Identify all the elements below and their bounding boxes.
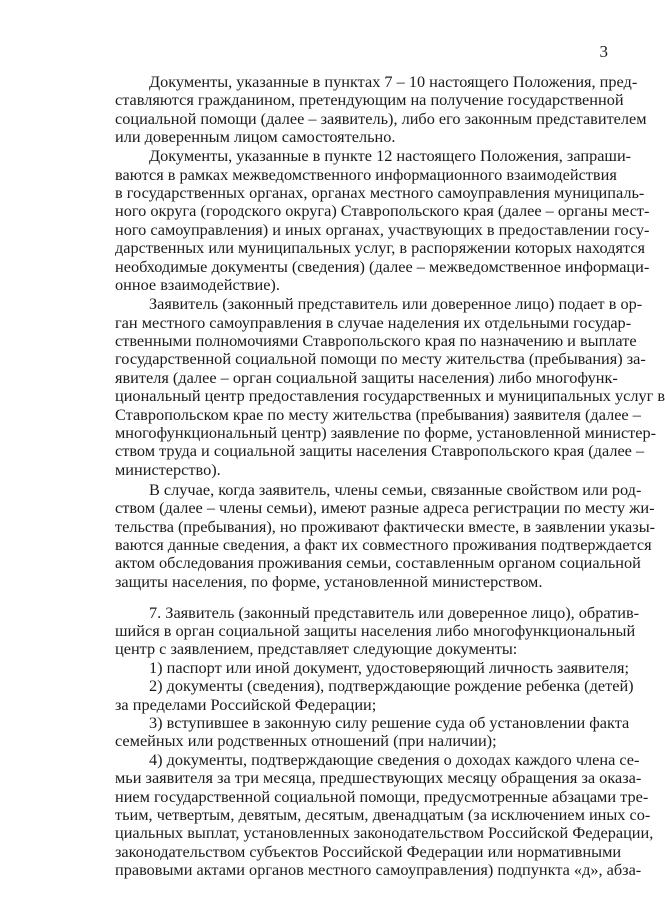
text-line: мьи заявителя за три месяца, предшествующих месяцу обращения за оказа-	[115, 768, 642, 787]
text-line: Заявитель (законный представитель или доверенное лицо) подает в ор-	[149, 294, 643, 313]
text-line: или доверенным лицом самостоятельно.	[115, 127, 396, 146]
page-number: 3	[599, 42, 608, 61]
text-line: онное взаимодействие).	[115, 275, 280, 294]
text-line: государственной социальной помощи по месту жительства (пребывания) за-	[115, 349, 646, 368]
text-line: 3) вступившее в законную силу решение суда об установлении факта	[149, 713, 630, 732]
text-line: семейных или родственных отношений (при наличии);	[115, 731, 497, 750]
text-line: дарственных или муниципальных услуг, в распоряжении которых находятся	[115, 238, 645, 257]
text-line: ваются в рамках межведомственного информационного взаимодействия	[115, 165, 617, 184]
text-line: многофункциональный центр) заявление по форме, установленной министер-	[115, 423, 657, 442]
text-line: Ставропольском крае по месту жительства (пребывания) заявителя (далее –	[115, 405, 641, 424]
text-line: ством (далее – члены семьи), имеют разные адреса регистрации по месту жи-	[115, 498, 655, 517]
text-line: ственными полномочиями Ставропольского края по назначению и выплате	[115, 331, 637, 350]
text-line: тьим, четвертым, девятым, десятым, двенадцатым (за исключением иных со-	[115, 805, 651, 824]
text-line: 7. Заявитель (законный представитель или доверенное лицо), обратив-	[149, 603, 640, 622]
text-line: ган местного самоуправления в случае наделения их отдельными государ-	[115, 313, 632, 332]
text-line: Документы, указанные в пункте 12 настоящего Положения, запраши-	[149, 146, 632, 165]
text-line: ставляются гражданином, претендующим на получение государственной	[115, 90, 624, 109]
text-line: ством труда и социальной защиты населения Ставропольского края (далее –	[115, 441, 645, 460]
text-line: Документы, указанные в пунктах 7 – 10 настоящего Положения, пред-	[149, 72, 638, 91]
text-line: социальной помощи (далее – заявитель), либо его законным представителем	[115, 109, 647, 128]
text-line: ного самоуправления) и иных органах, участвующих в предоставлении госу-	[115, 220, 650, 239]
text-line: за пределами Российской Федерации;	[115, 695, 377, 714]
text-line: в государственных органах, органах местного самоуправления муниципаль-	[115, 183, 645, 202]
text-line: явителя (далее – орган социальной защиты населения) либо многофунк-	[115, 368, 618, 387]
text-line: шийся в орган социальной защиты населения либо многофункциональный	[115, 621, 636, 640]
text-line: ваются данные сведения, а факт их совместного проживания подтверждается	[115, 535, 652, 554]
text-line: защиты населения, по форме, установленной министерством.	[115, 572, 543, 591]
text-line: нием государственной социальной помощи, предусмотренные абзацами тре-	[115, 787, 649, 806]
text-line: 1) паспорт или иной документ, удостоверяющий личность заявителя;	[149, 658, 630, 677]
text-line: министерство).	[115, 460, 221, 479]
text-line: центр с заявлением, представляет следующие документы:	[115, 639, 518, 658]
text-line: циональный центр предоставления государственных и муниципальных услуг в	[115, 386, 665, 405]
text-line: В случае, когда заявитель, члены семьи, связанные свойством или род-	[149, 480, 642, 499]
text-line: правовыми актами органов местного самоуправления) подпункта «д», абза-	[115, 860, 642, 879]
text-line: ного округа (городского округа) Ставропольского края (далее – органы мест-	[115, 201, 650, 220]
text-line: 4) документы, подтверждающие сведения о доходах каждого члена се-	[149, 750, 640, 769]
text-line: тельства (пребывания), но проживают фактически вместе, в заявлении указы-	[115, 517, 656, 536]
text-line: законодательством субъектов Российской Федерации или нормативными	[115, 842, 622, 861]
text-line: циальных выплат, установленных законодательством Российской Федерации,	[115, 823, 654, 842]
text-line: 2) документы (сведения), подтверждающие рождение ребенка (детей)	[149, 676, 634, 695]
text-line: необходимые документы (сведения) (далее – межведомственное информаци-	[115, 257, 650, 276]
text-line: актом обследования проживания семьи, составленным органом социальной	[115, 553, 641, 572]
